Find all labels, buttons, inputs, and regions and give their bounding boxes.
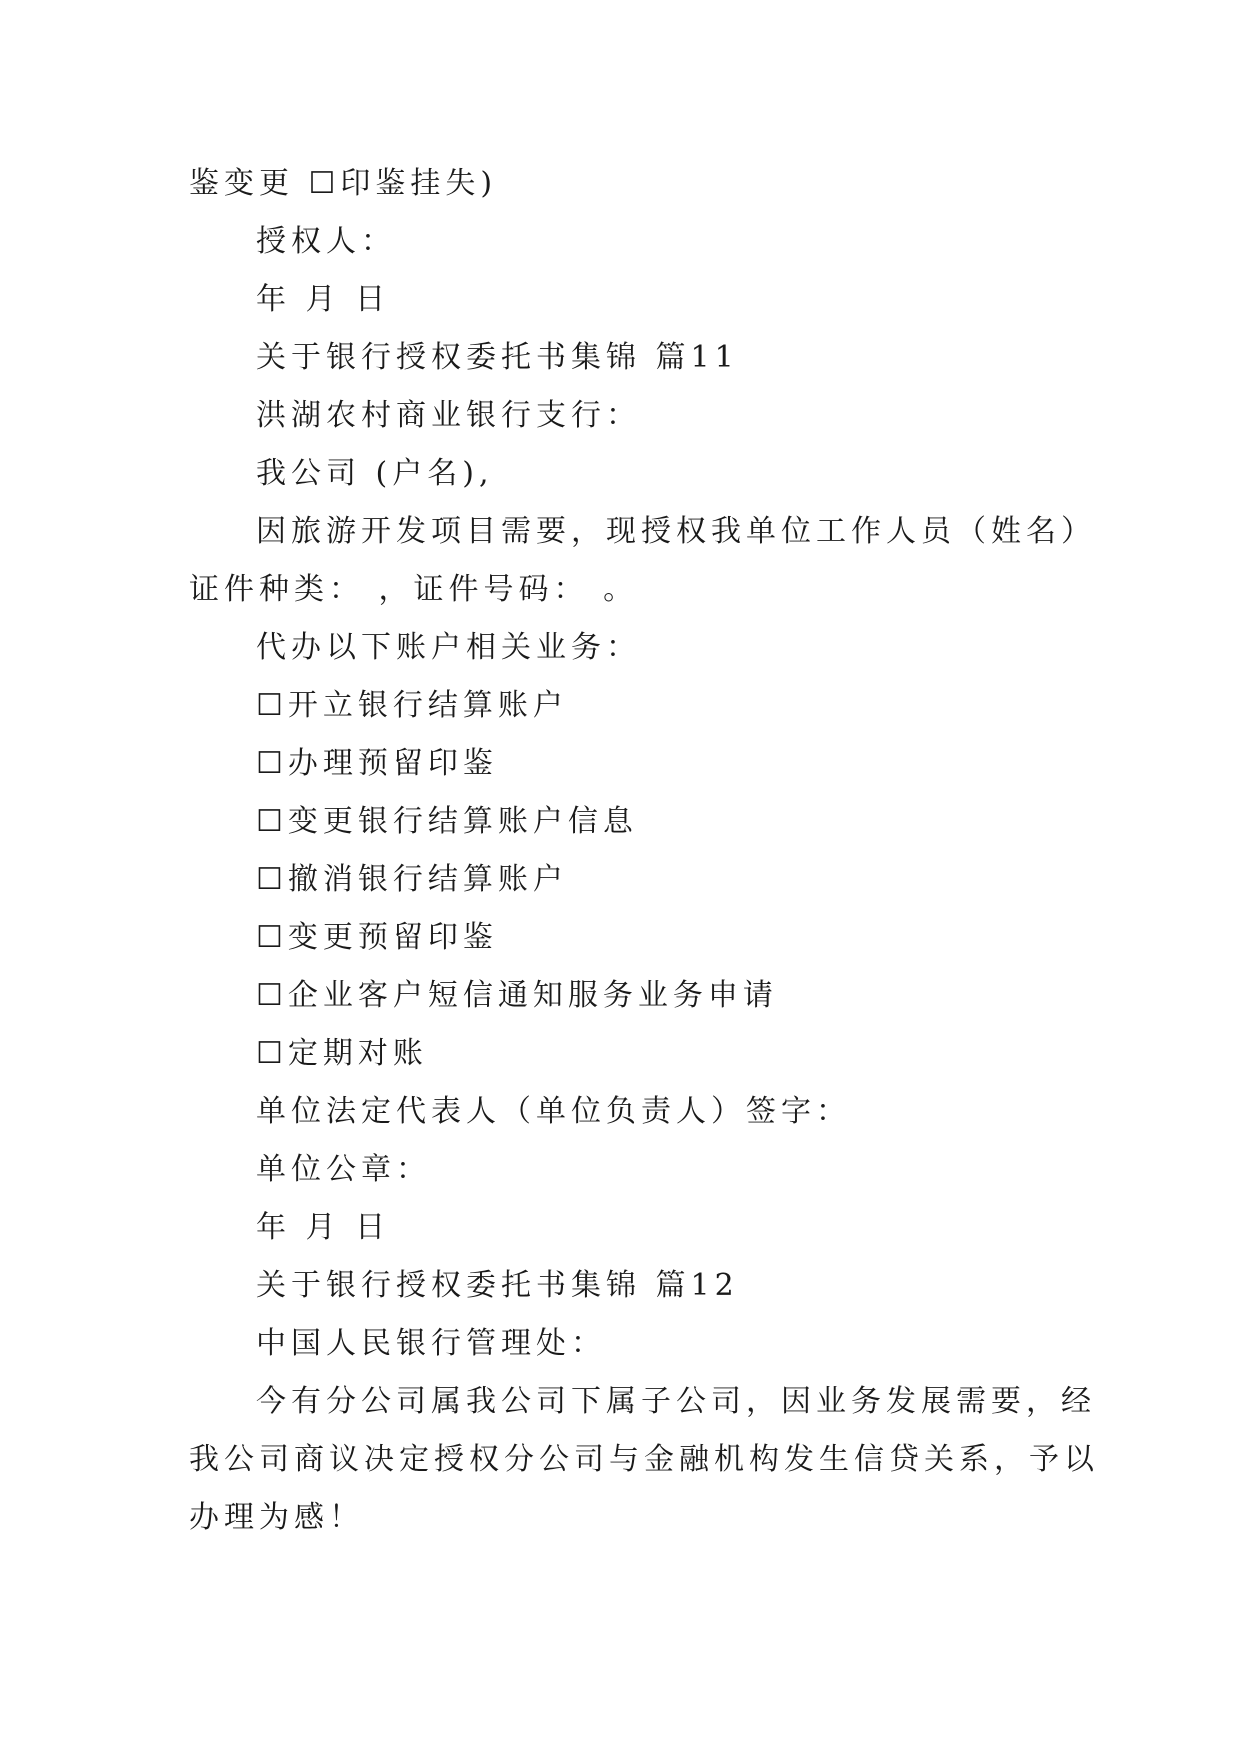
text-line-addressee: 中国人民银行管理处： bbox=[256, 1326, 606, 1361]
text-line-date: 年 月 日 bbox=[256, 1210, 391, 1245]
text-line-date: 年 月 日 bbox=[256, 282, 391, 317]
checkbox-item: ☐变更银行结算账户信息 bbox=[256, 804, 638, 839]
text-line-business-intro: 代办以下账户相关业务： bbox=[256, 630, 641, 665]
text-line-company: 我公司 (户名), bbox=[256, 456, 494, 491]
text-line-continuation: 鉴变更 ☐印鉴挂失) bbox=[189, 166, 498, 201]
section-heading: 关于银行授权委托书集锦 篇12 bbox=[256, 1268, 739, 1303]
section-heading: 关于银行授权委托书集锦 篇11 bbox=[256, 340, 739, 375]
text-line-signature: 单位法定代表人（单位负责人）签字： bbox=[256, 1094, 851, 1129]
text-line-authorizer: 授权人： bbox=[256, 224, 396, 259]
text-line-id-info: 证件种类： ，证件号码： 。 bbox=[189, 572, 639, 607]
checkbox-item: ☐办理预留印鉴 bbox=[256, 746, 498, 781]
text-line-body: 我公司商议决定授权分公司与金融机构发生信贷关系，予以 bbox=[189, 1442, 1099, 1477]
checkbox-item: ☐变更预留印鉴 bbox=[256, 920, 498, 955]
text-line-addressee: 洪湖农村商业银行支行： bbox=[256, 398, 641, 433]
checkbox-item: ☐开立银行结算账户 bbox=[256, 688, 568, 723]
text-line-body: 今有分公司属我公司下属子公司，因业务发展需要，经 bbox=[256, 1384, 1096, 1419]
text-line-body: 办理为感！ bbox=[189, 1500, 364, 1535]
checkbox-item: ☐撤消银行结算账户 bbox=[256, 862, 568, 897]
checkbox-item: ☐定期对账 bbox=[256, 1036, 428, 1071]
text-line-body: 因旅游开发项目需要，现授权我单位工作人员（姓名） bbox=[256, 514, 1096, 549]
text-line-seal: 单位公章： bbox=[256, 1152, 431, 1187]
checkbox-item: ☐企业客户短信通知服务业务申请 bbox=[256, 978, 778, 1013]
